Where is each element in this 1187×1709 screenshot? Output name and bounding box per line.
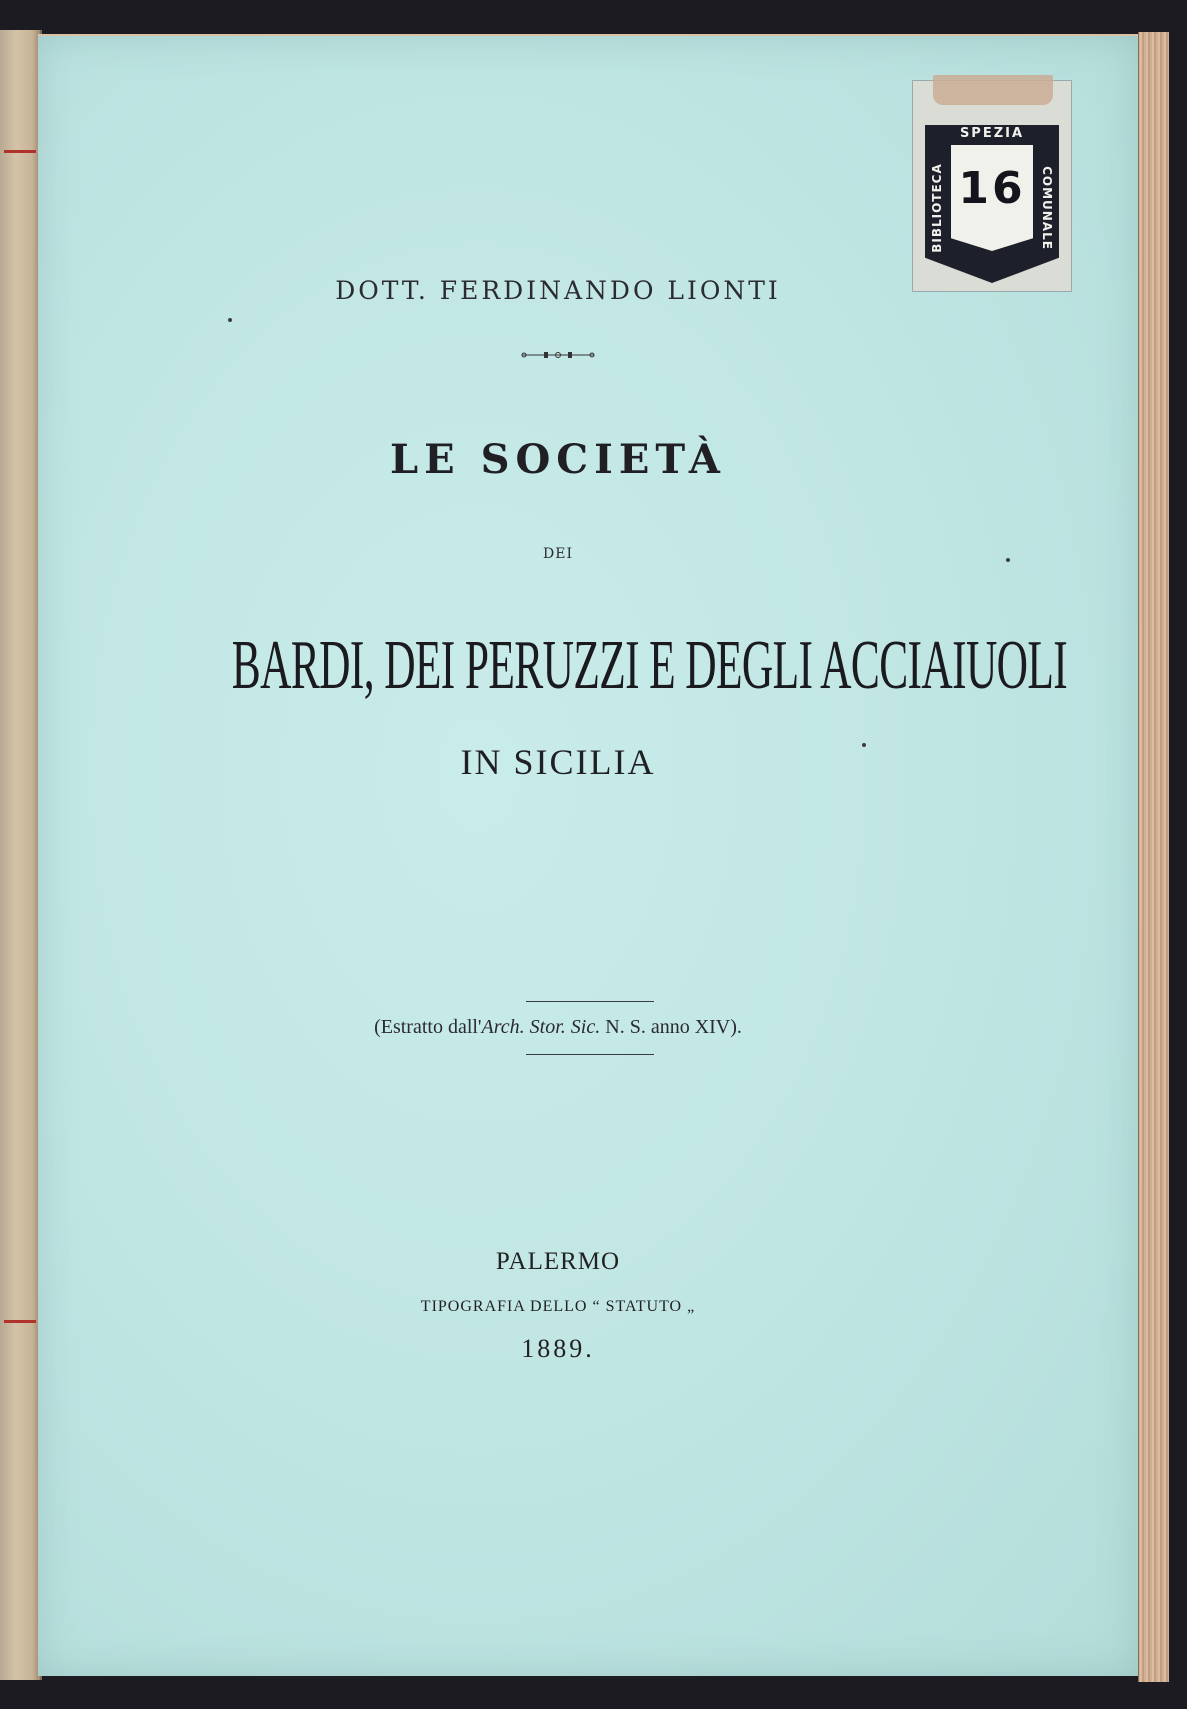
paper-speck [862, 743, 866, 747]
title-line-3: IN SICILIA [460, 742, 656, 782]
ornament-divider [518, 350, 598, 360]
paper-speck [228, 318, 232, 322]
library-label [912, 80, 1072, 292]
spine-red-mark [4, 1320, 36, 1323]
title-connector: DEI [543, 546, 573, 562]
paper-speck [1006, 558, 1010, 562]
extract-journal: Arch. Stor. Sic. [481, 1016, 601, 1038]
extract-suffix: N. S. anno XIV). [600, 1016, 742, 1038]
imprint-printer: TIPOGRAFIA DELLO “ STATUTO „ [420, 1298, 696, 1315]
book-spine [0, 30, 42, 1680]
label-right-word: COMUNALE [1040, 166, 1054, 250]
label-number: 16 [958, 163, 1026, 214]
extract-note [38, 1016, 1078, 1039]
author-name: DOTT. FERDINANDO LIONTI [335, 276, 781, 305]
label-top-word: SPEZIA [959, 126, 1025, 141]
imprint-place: PALERMO [495, 1248, 621, 1275]
title-line-2: BARDI, DEI PERUZZI E DEGLI ACCIAIUOLI [231, 627, 1068, 704]
rule-top [526, 1001, 654, 1002]
laurel-icon [969, 259, 1015, 269]
imprint-year: 1889. [521, 1334, 595, 1363]
extract-prefix: (Estratto dall' [374, 1016, 482, 1038]
book-cover [38, 34, 1138, 1676]
label-tear [933, 75, 1053, 105]
rule-bottom [526, 1054, 654, 1055]
spine-red-mark [4, 150, 36, 153]
label-left-word: BIBLIOTECA [930, 163, 944, 253]
page-stack-edge [1138, 32, 1169, 1682]
title-line-1: LE SOCIETÀ [390, 436, 726, 483]
